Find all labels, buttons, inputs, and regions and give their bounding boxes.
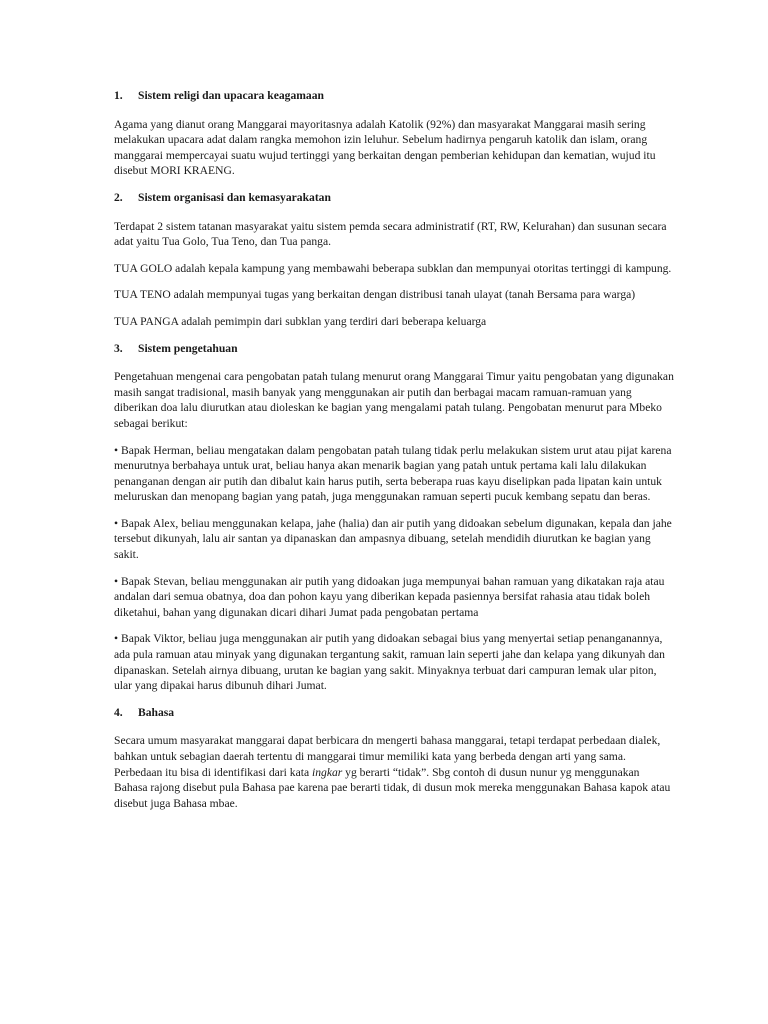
section-heading xyxy=(114,705,674,721)
section-title: Sistem pengetahuan xyxy=(138,341,238,355)
section-heading xyxy=(114,341,674,357)
section-number: 2. xyxy=(114,190,123,204)
paragraph: TUA TENO adalah mempunyai tugas yang berkaitan dengan distribusi tanah ulayat (tanah Bersama para warga) xyxy=(114,288,636,302)
paragraph-text: Secara umum masyarakat manggarai dapat berbicara dn mengerti bahasa manggarai, tetapi terdapat perbedaan dialek, bahkan untuk sebagian daerah tertentu di manggarai timur memiliki kata yang berbeda dengan arti yang sama. Perbedaan itu bisa di identifikasi dari kata xyxy=(114,734,661,779)
paragraph: Pengetahuan mengenai cara pengobatan patah tulang menurut orang Manggarai Timur yaitu pengobatan yang digunakan masih sangat tradisional, masih banyak yang menggunakan air putih dan berbagai macam ramuan-ramuan yang diberikan doa lalu diurutkan atau dioleskan ke bagian yang mengalami patah tulang. Pengobatan menurut para Mbeko sebagai berikut: xyxy=(114,370,674,430)
paragraph-bahasa xyxy=(114,733,674,811)
paragraph-text: yg berarti “tidak”. Sbg contoh di dusun nunur yg menggunakan Bahasa rajong disebut pula Bahasa pae karena pae berarti tidak, di dusun mok mereka menggunakan Bahasa kapok atau disebut juga Bahasa mbae. xyxy=(114,765,671,810)
bullet-paragraph: • Bapak Herman, beliau mengatakan dalam pengobatan patah tulang tidak perlu melakukan sistem urut atau pijat karena menurutnya berbahaya untuk urat, beliau hanya akan menarik bagian yang patah untuk pertama kali lalu dilakukan penanganan dengan air putih dan dibalut kain harus putih, serta beberapa ruas kayu diselipkan pada lipatan kain untuk meluruskan dan menopang bagian yang patah, juga menggunakan ramuan seperti pucuk kembang sepatu dan beras. xyxy=(114,443,672,504)
section-title: Sistem religi dan upacara keagamaan xyxy=(138,89,324,102)
bullet-paragraph: • Bapak Viktor, beliau juga menggunakan air putih yang didoakan sebagai bius yang menyertai setiap penanganannya, ada pula ramuan atau minyak yang digunakan tergantung sakit, ramuan lain seperti jahe dan kelapa yang dikunyah dan dipanaskan. Setelah airnya dibuang, urutan ke bagian yang sakit. Minyaknya terbuat dari campuran lemak ular piton, ular yang dipakai harus dibunuh dihari Jumat. xyxy=(114,632,665,693)
bullet-paragraph: • Bapak Stevan, beliau menggunakan air putih yang didoakan juga mempunyai bahan ramuan yang dikatakan raja atau andalan dari semua obatnya, doa dan pohon kayu yang diberikan kepada pasiennya bersifat rahasia atau tidak boleh diketahui, bahan yang digunakan dicari dihari Jumat pada pengobatan pertama xyxy=(114,574,665,619)
bullet-paragraph: • Bapak Alex, beliau menggunakan kelapa, jahe (halia) dan air putih yang didoakan sebelum digunakan, kepala dan jahe tersebut dikunyah, lalu air santan ya dipanaskan dan ampasnya dibuang, setelah mendidih diurutkan ke bagian yang sakit. xyxy=(114,516,672,562)
section-number: 1. xyxy=(114,89,123,102)
section-title: Sistem organisasi dan kemasyarakatan xyxy=(138,190,331,204)
paragraph: Agama yang dianut orang Manggarai mayoritasnya adalah Katolik (92%) dan masyarakat Manggarai masih sering melakukan upacara adat dalam rangka memohon izin leluhur. Sebelum hadirnya pengaruh katolik dan islam, orang manggarai mempercayai suatu wujud tertinggi yang berkaitan dengan pemberian kehidupan dan kematian, wujud itu disebut MORI KRAENG. xyxy=(114,117,656,178)
section-heading xyxy=(114,190,674,206)
section-number: 4. xyxy=(114,705,123,719)
paragraph: Terdapat 2 sistem tatanan masyarakat yaitu sistem pemda secara administratif (RT, RW, Kelurahan) dan susunan secara adat yaitu Tua Golo, Tua Teno, dan Tua panga. xyxy=(114,219,667,249)
section-number: 3. xyxy=(114,341,123,355)
section-heading xyxy=(114,88,674,104)
document-page xyxy=(114,88,674,822)
paragraph: TUA PANGA adalah pemimpin dari subklan yang terdiri dari beberapa keluarga xyxy=(114,314,487,328)
section-title: Bahasa xyxy=(138,705,175,719)
italic-term: ingkar xyxy=(312,765,343,779)
paragraph: TUA GOLO adalah kepala kampung yang membawahi beberapa subklan dan mempunyai otoritas tertinggi di kampung. xyxy=(114,261,672,275)
